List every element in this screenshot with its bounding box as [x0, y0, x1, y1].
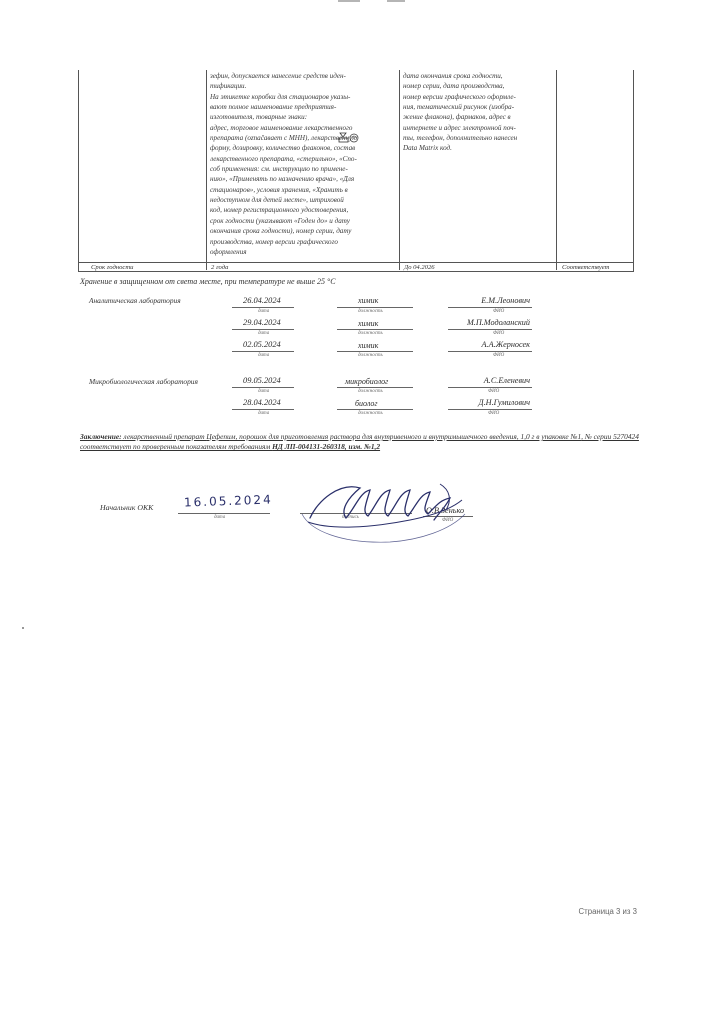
caption-date: дата	[214, 515, 226, 520]
signature-date: 26.04.2024	[243, 296, 281, 305]
signature-line	[448, 307, 532, 308]
signature-line	[232, 387, 294, 388]
table-text-line: производства, номер версии графического	[210, 237, 338, 246]
caption-date: дата	[258, 411, 270, 416]
signature-date: 02.05.2024	[243, 340, 281, 349]
conclusion-text: лекарственный препарат	[121, 432, 207, 441]
quality-table	[78, 70, 634, 272]
caption-position: должность	[358, 331, 383, 336]
table-text-line: окончания срока годности), номер серии, дату	[210, 227, 352, 236]
signature-name: М.П.Модоланский	[466, 318, 530, 327]
approval-title: Начальник ОКК	[100, 503, 154, 512]
handwritten-signature	[300, 470, 470, 550]
caption-name: ФИО	[493, 331, 505, 336]
table-text-line: стационаров», условия хранения, «Хранить в	[210, 185, 348, 194]
shelf-life-label: Срок годности	[91, 264, 134, 271]
table-text-line: ты, телефон, дополнительно нанесен	[403, 134, 518, 143]
storage-note: Хранение в защищенном от света месте, при температуре не выше 25 °С	[80, 277, 336, 286]
scan-artifact	[338, 0, 360, 2]
caption-position: должность	[358, 411, 383, 416]
micro-lab-label: Микробиологическая лаборатория	[89, 377, 198, 386]
conclusion-text: , № серии 5270424 соответствует по проверенным показателям требованиям	[80, 432, 639, 452]
signature-name: Е.М.Леонович	[481, 296, 530, 305]
scan-artifact	[387, 0, 405, 2]
table-text-line: Data Matrix код.	[403, 144, 452, 153]
table-divider	[556, 70, 557, 270]
table-text-line: вают полное наименование предприятия-	[210, 103, 337, 112]
signature-position: химик	[358, 296, 379, 305]
table-text-line: дата окончания срока годности,	[403, 72, 503, 80]
table-row-divider	[79, 262, 633, 263]
conclusion-product: Цефепим, порошок для приготовления раствора для внутривенного и внутримышечного введения, 1,0 г в упаковке №1	[206, 432, 582, 441]
signature-line	[178, 513, 270, 514]
table-divider	[206, 70, 207, 270]
conclusion-standard: НД ЛП-004131-260318, изм. №1,2	[272, 442, 381, 452]
caption-signature: подпись	[342, 515, 359, 520]
signature-position: микробиолог	[345, 377, 389, 386]
signature-line	[448, 387, 532, 388]
conclusion-lead: Заключение: лекарственный препарат Цефепим, порошок для приготовления раствора для внутривенного и внутримышечного введения, 1,0 г в упаковке №1, № серии 5270424 соответствует по проверенным показателям требованиям НД ЛП-004131-260318, изм. №1,2	[80, 432, 639, 452]
caption-name: ФИО	[493, 309, 505, 314]
signature-date: 28.04.2024	[243, 398, 281, 407]
signature-position: биолог	[355, 399, 378, 408]
table-text-line: адрес, торговое наименование лекарственного	[210, 123, 353, 132]
signature-line	[337, 307, 413, 308]
caption-name: ФИО	[488, 411, 500, 416]
table-text-line: срок годности (указывают «Годен до» и дату	[210, 216, 350, 225]
caption-name: ФИО	[493, 353, 505, 358]
table-text-line: нию», «Применять по назначению врача», «Для	[210, 175, 355, 184]
shelf-life-value: 2 года	[211, 264, 229, 271]
table-text-line: жение флакона), фармаков, адрес в	[403, 113, 511, 122]
signature-line	[232, 409, 294, 410]
caption-position: должность	[358, 309, 383, 314]
caption-date: дата	[258, 331, 270, 336]
caption-position: должность	[358, 353, 383, 358]
signature-name: А.С.Еленевич	[483, 376, 530, 385]
signature-name: А.А.Жерносек	[481, 340, 530, 349]
table-text-line: оформления	[210, 247, 247, 256]
table-text-line: соб применения: см. инструкцию по примене-	[210, 165, 348, 174]
table-divider	[399, 70, 400, 270]
signature-line	[337, 409, 413, 410]
signature-line	[232, 329, 294, 330]
signature-position: химик	[358, 319, 379, 328]
shelf-life-conformity: Соответствует	[562, 264, 610, 271]
table-text-line: код, номер регистрационного удостоверения,	[210, 206, 349, 215]
caption-date: дата	[258, 309, 270, 314]
shelf-life-result: До 04.2026	[404, 264, 435, 271]
signature-line	[232, 351, 294, 352]
table-text-line: изготовителя, товарные знаки:	[210, 113, 308, 122]
caption-date: дата	[258, 353, 270, 358]
analytical-lab-label: Аналитическая лаборатория	[89, 296, 181, 305]
page-number: Страница 3 из 3	[578, 907, 637, 916]
packaging-symbol-icon	[337, 130, 359, 144]
packaging-requirements-text	[210, 71, 396, 257]
signature-date: 09.05.2024	[243, 376, 281, 385]
conclusion-paragraph	[80, 432, 640, 453]
table-text-line: тификации.	[210, 82, 247, 91]
table-text-line: лекарственного препарата, «стерильно», «Спо-	[210, 154, 357, 163]
signature-line	[448, 351, 532, 352]
table-text-line: форму, дозировку, количество флаконов, состав	[210, 144, 356, 153]
signature-line	[448, 409, 532, 410]
table-text-line: препарата (označавает с МНН), лекарственную	[210, 134, 358, 143]
signature-line	[337, 387, 413, 388]
table-text-line: интернете и адрес электронной поч-	[403, 123, 516, 132]
table-text-line: ния, тематический рисунок (изобра-	[403, 103, 515, 112]
signature-line	[232, 307, 294, 308]
table-text-line: номер серии, дата производства,	[403, 82, 505, 91]
signature-line	[448, 329, 532, 330]
approval-date-handwritten: 16.05.2024	[183, 492, 273, 510]
caption-name: ФИО	[442, 518, 454, 523]
packaging-result-text	[403, 71, 553, 154]
caption-date: дата	[258, 389, 270, 394]
caption-name: ФИО	[488, 389, 500, 394]
caption-position: должность	[358, 389, 383, 394]
scan-speck	[22, 627, 24, 629]
approval-name: О.В.Зенько	[426, 506, 465, 515]
signature-line	[337, 351, 413, 352]
table-text-line: недоступном для детей месте», штриховой	[210, 196, 344, 205]
signature-date: 29.04.2024	[243, 318, 281, 327]
signature-line	[337, 329, 413, 330]
signature-position: химик	[358, 341, 379, 350]
table-text-line: зефин, допускается нанесение средств иден-	[210, 72, 346, 80]
table-text-line: номер версии графического оформле-	[403, 92, 516, 101]
table-text-line: На этикетке коробки для стационаров указы-	[210, 92, 351, 101]
signature-name: Д.Н.Гумилович	[478, 398, 530, 407]
